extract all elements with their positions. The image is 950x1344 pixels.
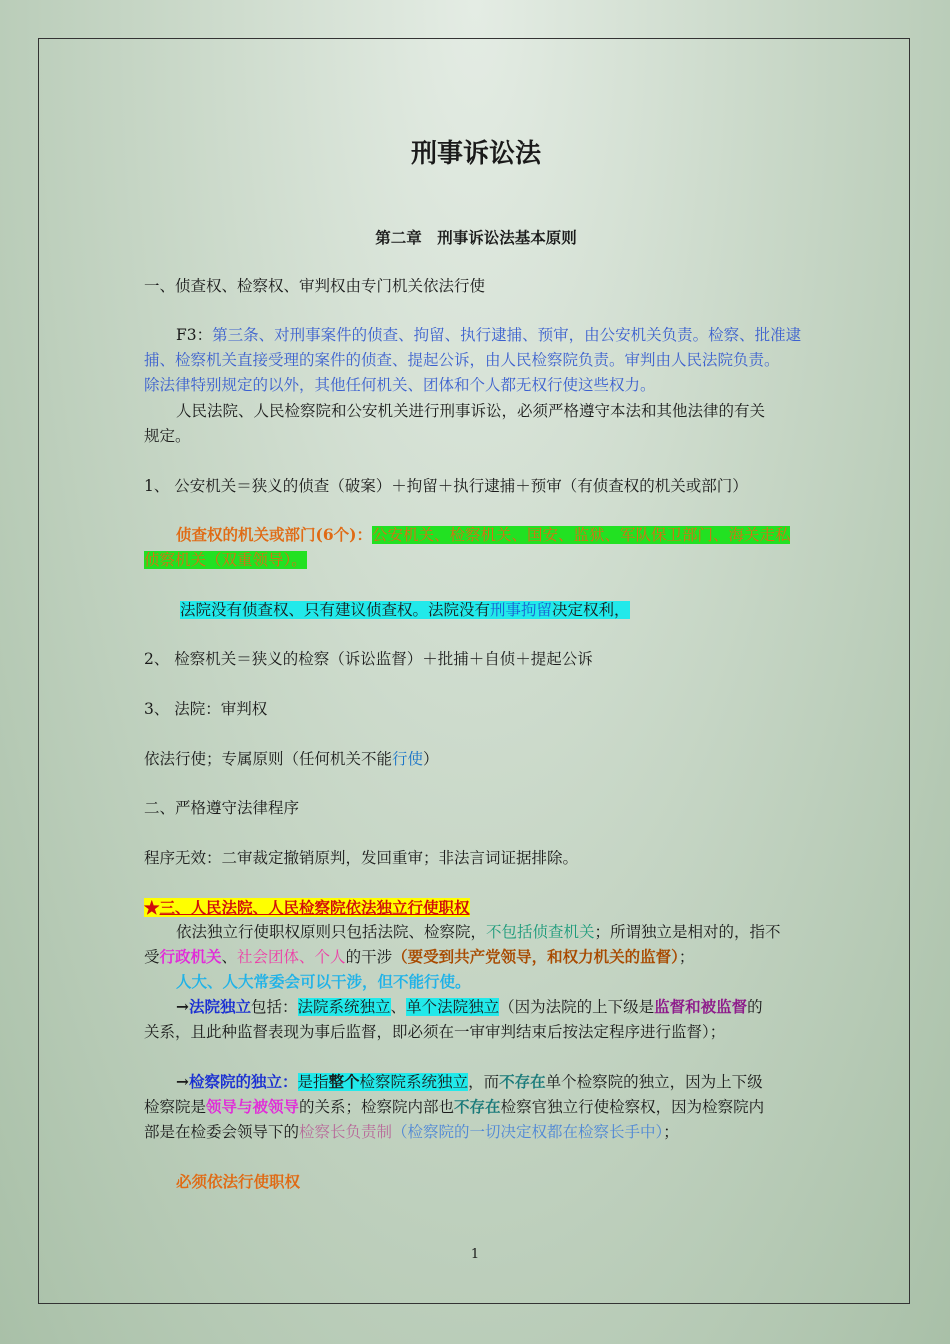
exclusive-a: 依法行使；专属原则（任何机关不能: [144, 750, 393, 768]
proc-l3-a: 部是在检委会领导下的: [144, 1123, 300, 1141]
item-1: 1、 公安机关＝狭义的侦查（破案）＋拘留＋执行逮捕＋预审（有侦查权的机关或部门）: [144, 477, 748, 495]
f3-prefix: F3：: [176, 326, 213, 344]
proc-l2-c: 的关系；检察院内部也: [299, 1098, 455, 1116]
proc-f: 单个检察院的独立，因为上下级: [545, 1073, 763, 1091]
document-title: 刑事诉讼法: [410, 139, 541, 169]
court-independence-title: 法院独立: [189, 997, 252, 1016]
proc-e: 不存在: [499, 1072, 546, 1091]
court-note: [144, 598, 630, 622]
arrow-icon: →: [176, 997, 189, 1016]
court-why-b: 监督和被监督: [654, 997, 748, 1016]
f3-line-1: [144, 323, 801, 347]
lawful-exercise: 必须依法行使职权: [176, 1172, 301, 1191]
court-why-c: 的: [747, 998, 763, 1016]
exclusive-principle: [144, 747, 439, 771]
section-1-heading: 一、侦查权、检察权、审判权由专门机关依法行使: [144, 277, 486, 295]
court-why-a: （因为法院的上下级是: [499, 998, 655, 1016]
court-note-a: 法院没有侦查权、只有建议侦查权。法院没有: [180, 601, 491, 619]
procuratorate-highlight: [298, 1073, 469, 1091]
independence-h: 的干涉: [345, 948, 393, 966]
page-number: 1: [470, 1247, 480, 1262]
independence-j: ；: [678, 948, 695, 966]
f3-line-3: 除法律特别规定的以外，其他任何机关、团体和个人都无权行使这些权力。: [144, 376, 656, 394]
proc-c: 检察院系统独立: [359, 1073, 469, 1091]
investigation-list-1: 公安机关、检察机关、国安、监狱、军队保卫部门、海关走私: [371, 526, 791, 544]
exclusive-b: 行使: [392, 750, 424, 768]
proc-l3-b: 检察长负责制: [299, 1123, 393, 1141]
proc-l2-d: 不存在: [454, 1097, 501, 1116]
proc-l3-c: （检察院的一切决定权都在检察长手中）: [392, 1123, 664, 1141]
exclusive-c: ）: [423, 750, 439, 768]
proc-b: 整个: [328, 1072, 360, 1091]
section-3-heading: [144, 896, 470, 920]
independence-c: ；所谓独立是相对的，指不: [594, 923, 781, 941]
court-note-highlight: [180, 601, 630, 619]
f3-line-2: 捕、检察机关直接受理的案件的侦查、提起公诉，由人民检察院负责。审判由人民法院负责。: [144, 351, 780, 369]
court-independence-line-1: [144, 995, 763, 1019]
independence-i: （要受到共产党领导，和权力机关的监督）: [392, 947, 679, 966]
court-independence-line-2: 关系，且此种监督表现为事后监督，即必须在一审审判结束后按法定程序进行监督）；: [144, 1023, 726, 1041]
procuratorate-line-1: [144, 1070, 763, 1094]
proc-l3-d: ；: [663, 1123, 679, 1141]
arrow-icon-2: →: [176, 1072, 189, 1091]
court-single: 单个法院独立: [406, 998, 500, 1016]
procuratorate-line-2: [144, 1095, 764, 1119]
investigation-line-1: [144, 523, 790, 547]
independence-b: 不包括侦查机关: [486, 923, 595, 941]
star-icon: ★: [144, 898, 160, 917]
paragraph-2-line-2: 规定。: [144, 427, 191, 445]
procuratorate-title: 检察院的独立：: [189, 1072, 298, 1091]
chapter-heading: 第二章 刑事诉讼法基本原则: [375, 228, 577, 247]
proc-a: 是指: [297, 1073, 329, 1091]
section-2-heading: 二、严格遵守法律程序: [144, 799, 300, 817]
investigation-label: 侦查权的机关或部门(6个)：: [176, 525, 372, 544]
f3-text-1: 第三条、对刑事案件的侦查、拘留、执行逮捕、预审，由公安机关负责。检察、批准逮: [212, 326, 802, 344]
independence-g: 社会团体、个人: [237, 948, 346, 966]
proc-l2-e: 检察官独立行使检察权，因为检察院内: [500, 1098, 765, 1116]
proc-d: ，而: [468, 1073, 500, 1091]
independence-line-2: [144, 945, 694, 969]
court-note-c: 决定权利，: [552, 601, 630, 619]
court-independence-includes: 包括：: [251, 998, 298, 1016]
section-3-title: 三、人民法院、人民检察院依法独立行使职权: [159, 898, 470, 917]
independence-line-1: [144, 920, 781, 944]
court-note-b: 刑事拘留: [490, 601, 553, 619]
independence-a: 依法独立行使职权原则只包括法院、检察院，: [176, 923, 487, 941]
item-2: 2、 检察机关＝狭义的检察（诉讼监督）＋批捕＋自侦＋提起公诉: [144, 650, 593, 668]
investigation-list-2: 侦察机关（双重领导）。: [144, 551, 307, 569]
court-sep: 、: [390, 998, 407, 1016]
proc-l2-b: 领导与被领导: [206, 1097, 300, 1116]
procedure-invalid: 程序无效：二审裁定撤销原判，发回重审；非法言词证据排除。: [144, 849, 579, 867]
independence-f: 、: [221, 948, 238, 966]
independence-e: 行政机关: [159, 947, 222, 966]
item-3: 3、 法院：审判权: [144, 700, 268, 718]
npc-note: 人大、人大常委会可以干涉，但不能行使。: [176, 972, 471, 991]
procuratorate-line-3: [144, 1120, 679, 1144]
investigation-line-2: [144, 548, 307, 572]
proc-l2-a: 检察院是: [144, 1098, 207, 1116]
court-system: 法院系统独立: [297, 998, 391, 1016]
paragraph-2-line-1: 人民法院、人民检察院和公安机关进行刑事诉讼，必须严格遵守本法和其他法律的有关: [176, 402, 766, 420]
independence-d: 受: [144, 948, 160, 966]
